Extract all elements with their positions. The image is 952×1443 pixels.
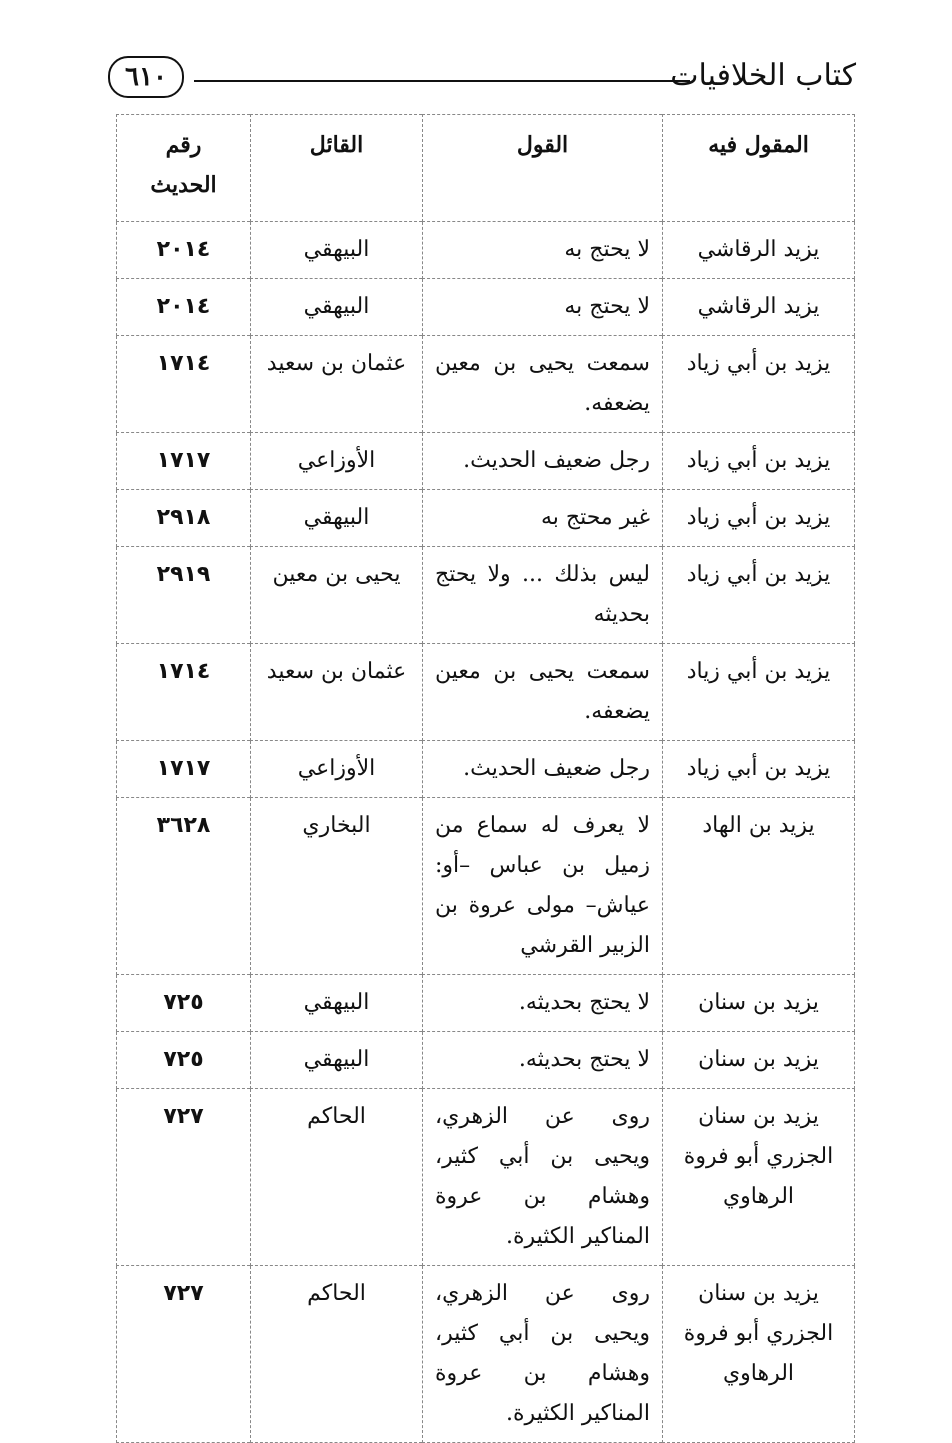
cell-speaker: الأوزاعي xyxy=(251,741,423,798)
cell-statement: روى عن الزهري، ويحيى بن أبي كثير، وهشام بن عروة المناكير الكثيرة. xyxy=(423,1266,663,1443)
table-row xyxy=(117,741,855,798)
header-rule xyxy=(194,80,690,82)
cell-speaker: البخاري xyxy=(251,798,423,975)
table-row xyxy=(117,222,855,279)
table-row xyxy=(117,644,855,741)
table-row xyxy=(117,433,855,490)
cell-subject: يزيد بن أبي زياد xyxy=(663,741,855,798)
table-row xyxy=(117,1266,855,1443)
cell-statement: لا يحتج به xyxy=(423,222,663,279)
cell-statement: لا يحتج بحديثه. xyxy=(423,1032,663,1089)
cell-statement: سمعت يحيى بن معين يضعفه. xyxy=(423,644,663,741)
cell-speaker: البيهقي xyxy=(251,222,423,279)
table-row xyxy=(117,490,855,547)
cell-subject: يزيد بن أبي زياد xyxy=(663,433,855,490)
cell-statement: لا يعرف له سماع من زميل بن عباس –أو: عياش– مولى عروة بن الزبير القرشي xyxy=(423,798,663,975)
cell-subject: يزيد بن أبي زياد xyxy=(663,644,855,741)
cell-speaker: عثمان بن سعيد xyxy=(251,644,423,741)
table-row xyxy=(117,798,855,975)
page-number: ٦١٠ xyxy=(108,56,184,98)
cell-subject: يزيد بن سنان xyxy=(663,975,855,1032)
cell-statement: لا يحتج بحديثه. xyxy=(423,975,663,1032)
cell-statement: روى عن الزهري، ويحيى بن أبي كثير، وهشام بن عروة المناكير الكثيرة. xyxy=(423,1089,663,1266)
cell-statement: رجل ضعيف الحديث. xyxy=(423,741,663,798)
cell-subject: يزيد بن أبي زياد xyxy=(663,336,855,433)
cell-subject: يزيد بن أبي زياد xyxy=(663,490,855,547)
cell-hadith-number: ٧٢٥ xyxy=(117,1032,251,1089)
cell-statement: لا يحتج به xyxy=(423,279,663,336)
table-header-row xyxy=(117,115,855,222)
table-row xyxy=(117,336,855,433)
cell-hadith-number: ٧٢٧ xyxy=(117,1266,251,1443)
cell-speaker: البيهقي xyxy=(251,975,423,1032)
table-body xyxy=(117,222,855,1443)
header-hadith-number: رقم الحديث xyxy=(117,115,251,222)
cell-subject: يزيد بن الهاد xyxy=(663,798,855,975)
cell-hadith-number: ١٧١٧ xyxy=(117,741,251,798)
cell-speaker: البيهقي xyxy=(251,279,423,336)
cell-subject: يزيد بن سنان xyxy=(663,1032,855,1089)
cell-hadith-number: ٧٢٥ xyxy=(117,975,251,1032)
cell-hadith-number: ٣٦٢٨ xyxy=(117,798,251,975)
cell-subject: يزيد بن سنان الجزري أبو فروة الرهاوي xyxy=(663,1266,855,1443)
table-row xyxy=(117,279,855,336)
cell-speaker: يحيى بن معين xyxy=(251,547,423,644)
cell-subject: يزيد بن أبي زياد xyxy=(663,547,855,644)
cell-speaker: الحاكم xyxy=(251,1266,423,1443)
cell-hadith-number: ١٧١٤ xyxy=(117,336,251,433)
cell-subject: يزيد الرقاشي xyxy=(663,222,855,279)
cell-statement: غير محتج به xyxy=(423,490,663,547)
book-title: كتاب الخلافيات xyxy=(670,58,856,93)
cell-hadith-number: ١٧١٧ xyxy=(117,433,251,490)
cell-hadith-number: ٢٠١٤ xyxy=(117,279,251,336)
table-row xyxy=(117,547,855,644)
cell-speaker: البيهقي xyxy=(251,1032,423,1089)
cell-hadith-number: ٧٢٧ xyxy=(117,1089,251,1266)
cell-speaker: الأوزاعي xyxy=(251,433,423,490)
cell-hadith-number: ١٧١٤ xyxy=(117,644,251,741)
cell-speaker: عثمان بن سعيد xyxy=(251,336,423,433)
table-row xyxy=(117,975,855,1032)
header-speaker: القائل xyxy=(251,115,423,222)
cell-subject: يزيد بن سنان الجزري أبو فروة الرهاوي xyxy=(663,1089,855,1266)
cell-statement: ليس بذلك ... ولا يحتج بحديثه xyxy=(423,547,663,644)
table-row xyxy=(117,1032,855,1089)
cell-hadith-number: ٢٩١٨ xyxy=(117,490,251,547)
cell-hadith-number: ٢٩١٩ xyxy=(117,547,251,644)
cell-subject: يزيد الرقاشي xyxy=(663,279,855,336)
narrator-table xyxy=(116,114,855,1443)
cell-speaker: الحاكم xyxy=(251,1089,423,1266)
header-statement: القول xyxy=(423,115,663,222)
header-subject: المقول فيه xyxy=(663,115,855,222)
cell-speaker: البيهقي xyxy=(251,490,423,547)
page-header xyxy=(108,56,856,104)
table-row xyxy=(117,1089,855,1266)
cell-statement: سمعت يحيى بن معين يضعفه. xyxy=(423,336,663,433)
cell-hadith-number: ٢٠١٤ xyxy=(117,222,251,279)
cell-statement: رجل ضعيف الحديث. xyxy=(423,433,663,490)
